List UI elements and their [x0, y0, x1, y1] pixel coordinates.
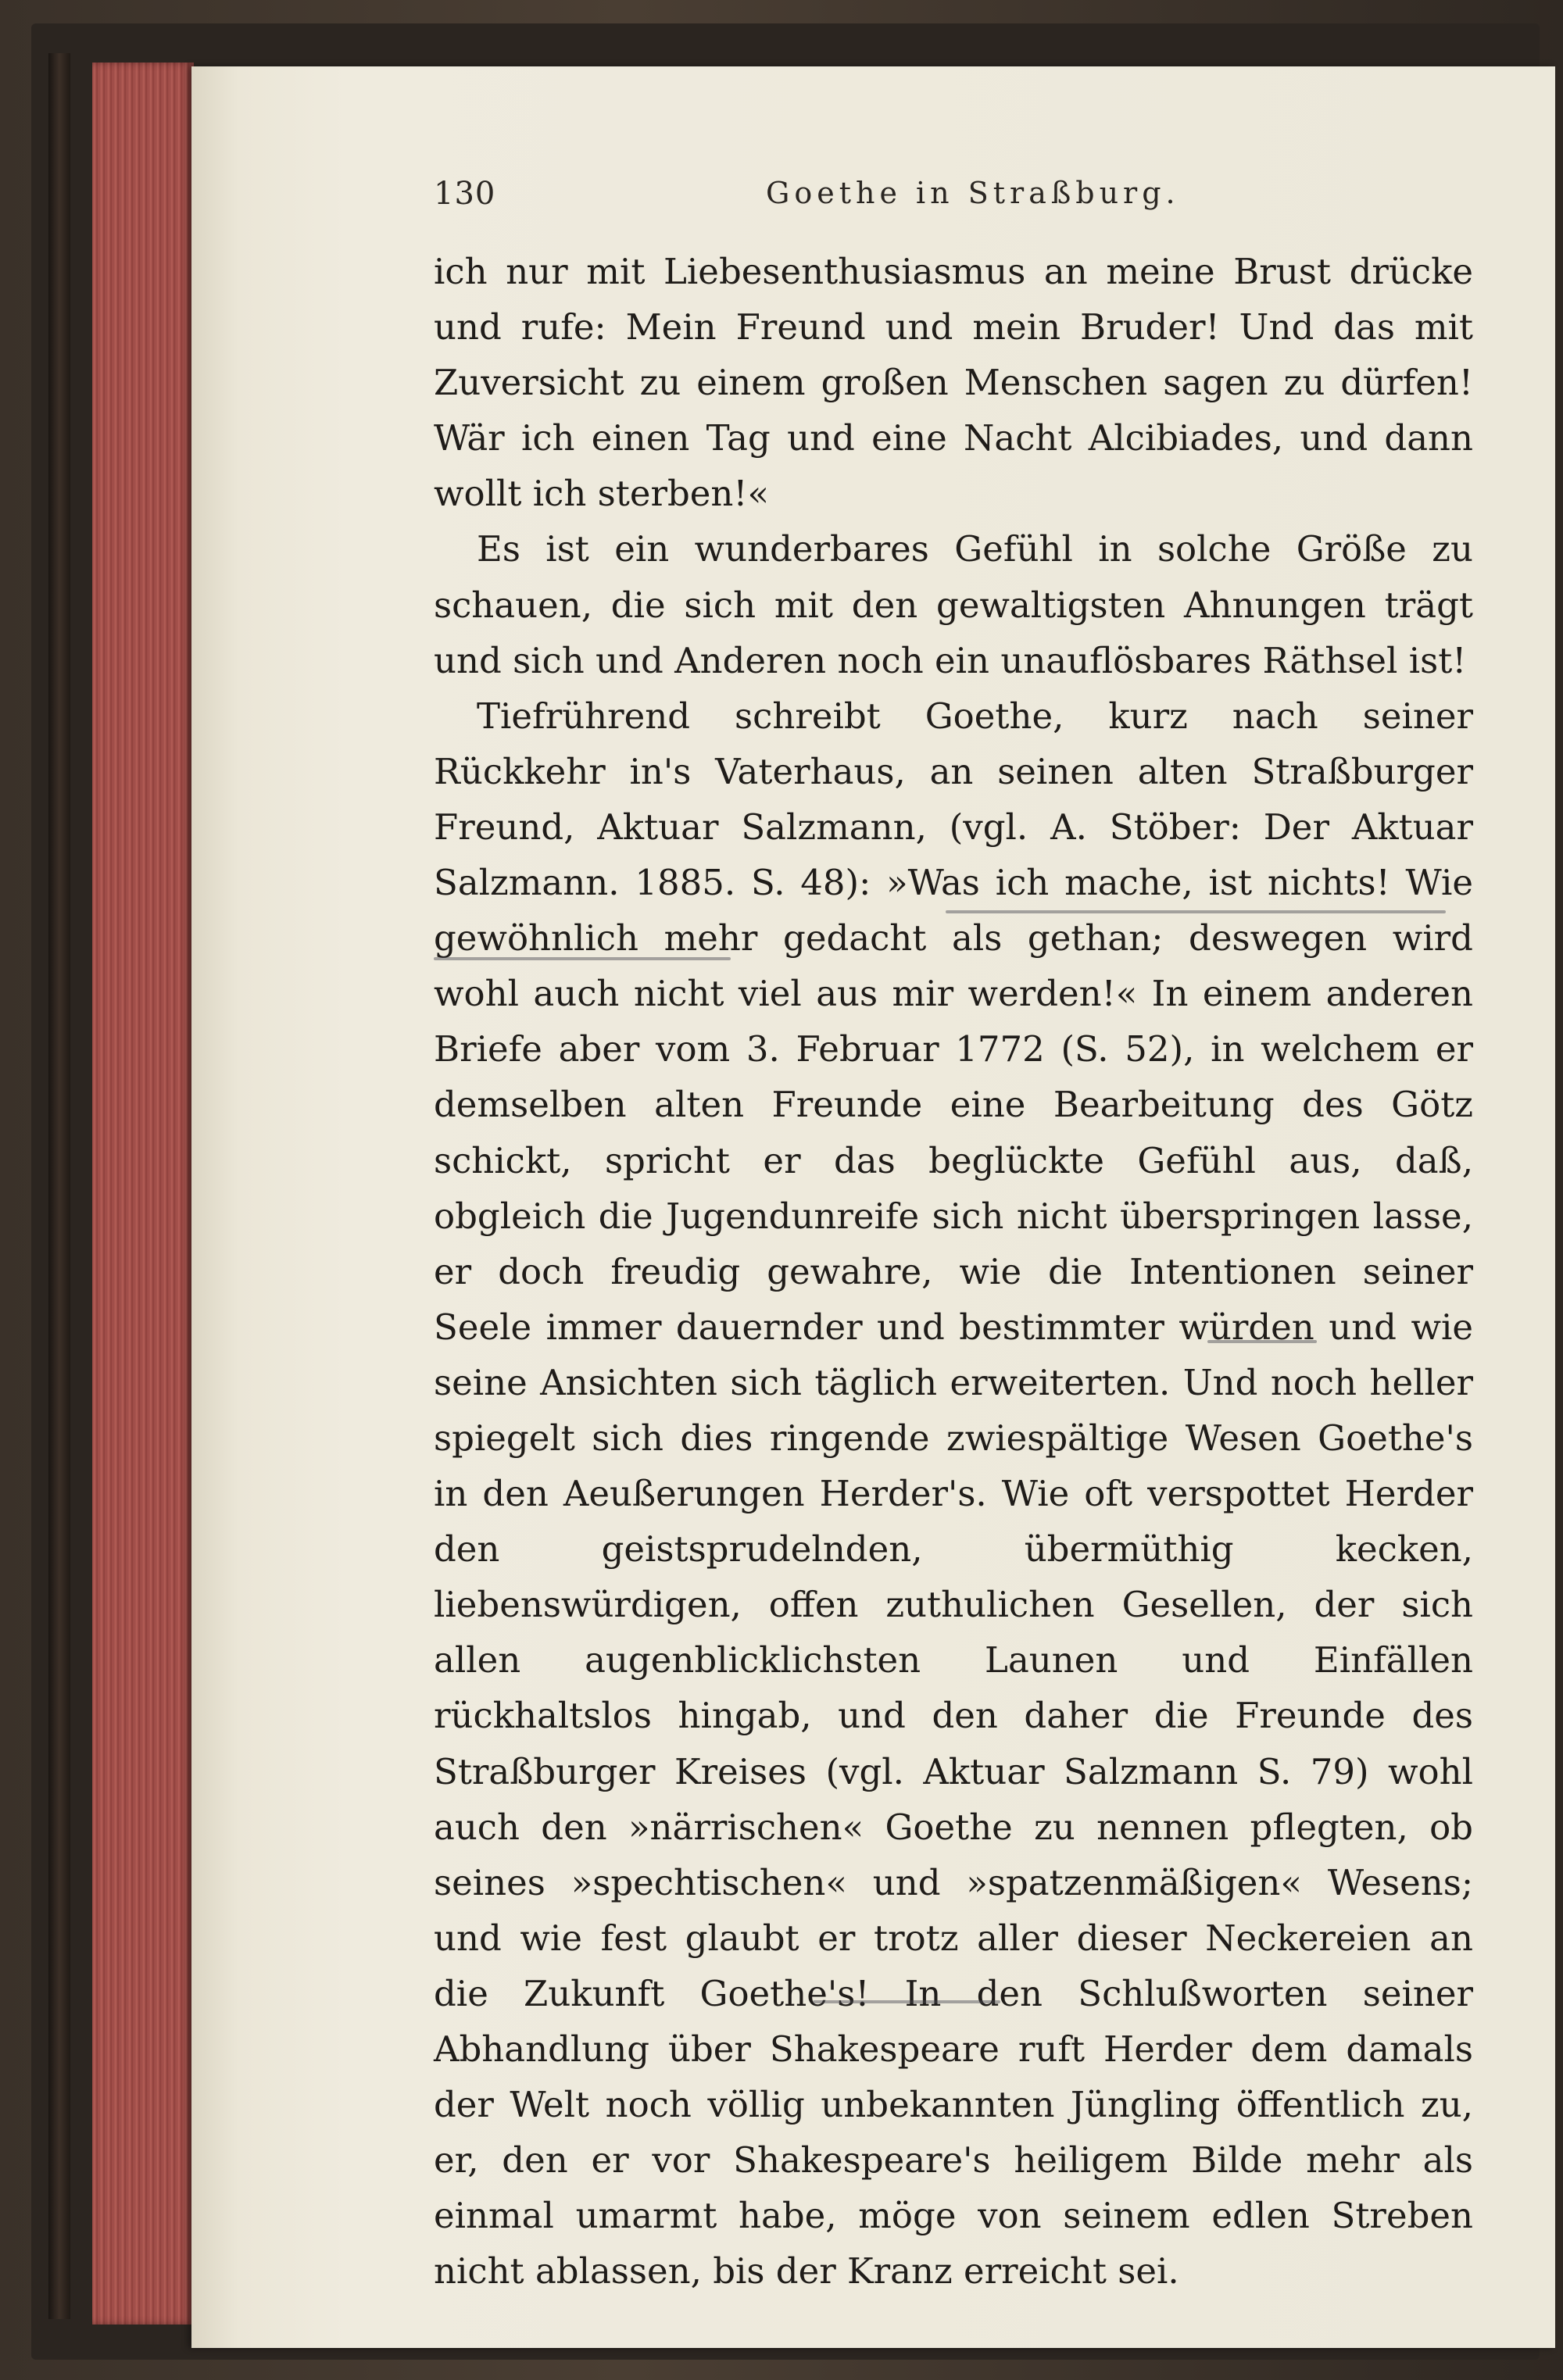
- page-edges: [92, 63, 194, 2325]
- pencil-underline: [813, 2000, 1000, 2003]
- running-head: [434, 176, 1481, 230]
- paragraph: Tiefrührend schreibt Goethe, kurz nach seiner Rückkehr in's Vaterhaus, an seinen alten Straßburger Freund, Aktuar Salzmann, (vgl. A. Stöber: Der Aktuar Salzmann. 1885. S. 48): »Was ich mache, ist nichts! Wie gewöhnlich mehr gedacht als gethan; deswegen wird wohl auch nicht viel aus mir werden!« In einem anderen Briefe aber vom 3. Februar 1772 (S. 52), in welchem er demselben alten Freunde eine Bearbeitung des Götz schickt, spricht er das beglückte Gefühl aus, daß, obgleich die Jugendunreife sich nicht überspringen lasse, er doch freudig gewahre, wie die Intentionen seiner Seele immer dauernder und bestimmter würden und wie seine Ansichten sich täglich erweiterten. Und noch heller spiegelt sich dies ringende zwiespältige Wesen Goethe's in den Aeußerungen Herder's. Wie oft verspottet Herder den geistsprudelnden, übermüthig kecken, liebenswürdigen, offen zuthulichen Gesellen, der sich allen augenblicklichsten Launen und Einfällen rückhaltslos hingab, und den daher die Freunde des Straßburger Kreises (vgl. Aktuar Salzmann S. 79) wohl auch den »närrischen« Goethe zu nennen pflegten, ob seines »spechtischen« und »spatzenmäßigen« Wesens; und wie fest glaubt er trotz aller dieser Neckereien an die Zukunft Goethe's! In den Schlußworten seiner Abhandlung über Shakespeare ruft Herder dem damals der Welt noch völlig unbekannten Jüngling öffentlich zu, er, den er vor Shakespeare's heiligem Bilde mehr als einmal umarmt habe, möge von seinem edlen Streben nicht ablassen, bis der Kranz erreicht sei.: [434, 695, 1473, 2292]
- pencil-underline: [434, 957, 731, 960]
- paragraph: ich nur mit Liebesenthusiasmus an meine Brust drücke und rufe: Mein Freund und mein Bruder! Und das mit Zuversicht zu einem großen Menschen sagen zu dürfen! Wär ich einen Tag und eine Nacht Alcibiades, und dann wollt ich sterben!«: [434, 251, 1473, 515]
- paragraph: Es ist ein wunderbares Gefühl in solche Größe zu schauen, die sich mit den gewaltigsten Ahnungen trägt und sich und Anderen noch ein unauflösbares Räthsel ist!: [434, 528, 1473, 681]
- binding-edge: [48, 53, 70, 2319]
- pencil-underline: [1207, 1340, 1317, 1343]
- page-number: 130: [434, 176, 496, 212]
- pencil-underline: [946, 910, 1446, 913]
- running-title: Goethe in Straßburg.: [766, 176, 1180, 210]
- text-body: [434, 244, 1473, 2299]
